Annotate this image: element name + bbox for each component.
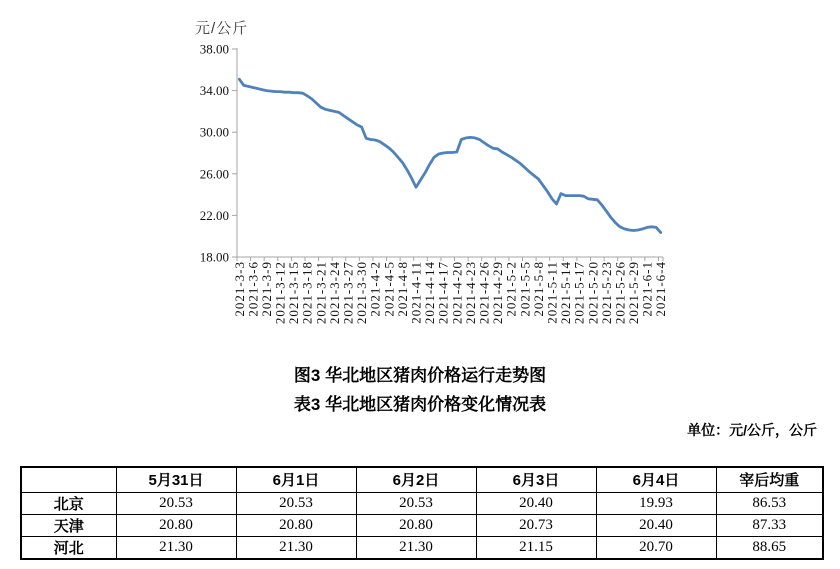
x-axis-label: 2021-5-2 <box>503 261 519 317</box>
x-axis-label: 2021-5-20 <box>585 261 601 325</box>
value-cell: 20.80 <box>236 514 356 536</box>
x-axis-label: 2021-3-12 <box>272 261 288 325</box>
table-header-cell: 6月4日 <box>596 467 716 492</box>
caption-block <box>0 361 840 419</box>
x-axis-label: 2021-4-26 <box>476 261 492 325</box>
value-cell: 20.73 <box>476 514 596 536</box>
x-axis-label: 2021-3-9 <box>259 261 274 317</box>
x-axis-label: 2021-5-5 <box>517 261 533 317</box>
x-axis-label: 2021-5-26 <box>612 261 628 325</box>
x-axis-label: 2021-6-1 <box>639 261 655 317</box>
figure-title: 图3 华北地区猪肉价格运行走势图 <box>293 366 547 385</box>
table-row <box>21 514 823 536</box>
value-cell: 19.93 <box>596 492 716 514</box>
y-axis-label: 22.00 <box>199 207 229 223</box>
x-axis-label: 2021-4-17 <box>435 261 451 325</box>
table-header-cell: 宰后均重 <box>716 467 823 492</box>
x-axis-label: 2021-3-6 <box>245 261 261 317</box>
table-header-cell: 6月2日 <box>356 467 476 492</box>
x-axis-label: 2021-4-20 <box>449 261 465 325</box>
x-axis-label: 2021-3-30 <box>354 261 370 325</box>
region-cell: 天津 <box>21 514 116 536</box>
x-axis-label: 2021-3-27 <box>340 261 356 325</box>
value-cell: 21.30 <box>356 536 476 559</box>
x-axis-label: 2021-4-11 <box>408 261 424 324</box>
x-axis-label: 2021-3-3 <box>231 261 247 317</box>
table-corner-cell <box>21 467 116 492</box>
value-cell: 20.53 <box>236 492 356 514</box>
value-cell: 86.53 <box>716 492 823 514</box>
value-cell: 87.33 <box>716 514 823 536</box>
x-axis-label: 2021-4-8 <box>394 261 410 317</box>
region-cell: 河北 <box>21 536 116 559</box>
x-axis-label: 2021-4-14 <box>422 261 438 325</box>
x-axis-label: 2021-5-29 <box>626 261 641 325</box>
table-row <box>21 492 823 514</box>
x-axis-label: 2021-5-14 <box>558 261 574 325</box>
value-cell: 21.15 <box>476 536 596 559</box>
y-axis-label: 38.00 <box>199 41 229 57</box>
y-axis-label: 30.00 <box>199 124 229 140</box>
region-cell: 北京 <box>21 492 116 514</box>
value-cell: 20.40 <box>476 492 596 514</box>
price-line-series <box>239 79 660 232</box>
value-cell: 20.53 <box>356 492 476 514</box>
y-axis-label: 18.00 <box>199 249 229 265</box>
x-axis-label: 2021-3-24 <box>326 261 342 325</box>
y-axis-unit-label: 元/公斤 <box>195 20 249 37</box>
value-cell: 88.65 <box>716 536 823 559</box>
table-title: 表3 华北地区猪肉价格变化情况表 <box>293 395 547 414</box>
price-table-body <box>21 492 823 559</box>
value-cell: 20.80 <box>116 514 236 536</box>
value-cell: 20.80 <box>356 514 476 536</box>
x-axis-label: 2021-6-4 <box>653 261 669 317</box>
x-axis-label: 2021-5-11 <box>544 261 560 324</box>
value-cell: 21.30 <box>116 536 236 559</box>
x-axis-label: 2021-4-2 <box>367 261 383 317</box>
table-header-row <box>21 467 823 492</box>
x-axis-label: 2021-5-8 <box>530 261 546 317</box>
y-axis-label: 34.00 <box>199 83 229 99</box>
x-axis-label: 2021-4-29 <box>490 261 506 325</box>
value-cell: 20.53 <box>116 492 236 514</box>
x-axis-label: 2021-3-21 <box>313 261 329 325</box>
x-axis-label: 2021-5-23 <box>598 261 614 325</box>
x-axis-label: 2021-4-5 <box>381 261 397 317</box>
table-header-cell: 5月31日 <box>116 467 236 492</box>
table-header-cell: 6月3日 <box>476 467 596 492</box>
x-axis-label: 2021-4-23 <box>462 261 478 325</box>
value-cell: 20.40 <box>596 514 716 536</box>
table-row <box>21 536 823 559</box>
x-axis-label: 2021-5-17 <box>571 261 587 325</box>
price-table-head <box>21 467 823 492</box>
value-cell: 21.30 <box>236 536 356 559</box>
y-axis-label: 26.00 <box>199 166 229 182</box>
table-unit-note: 单位：元/公斤，公斤 <box>687 422 817 438</box>
value-cell: 20.70 <box>596 536 716 559</box>
price-table <box>20 466 824 560</box>
x-axis-label: 2021-3-15 <box>286 261 302 325</box>
table-header-cell: 6月1日 <box>236 467 356 492</box>
x-axis-label: 2021-3-18 <box>299 261 315 325</box>
